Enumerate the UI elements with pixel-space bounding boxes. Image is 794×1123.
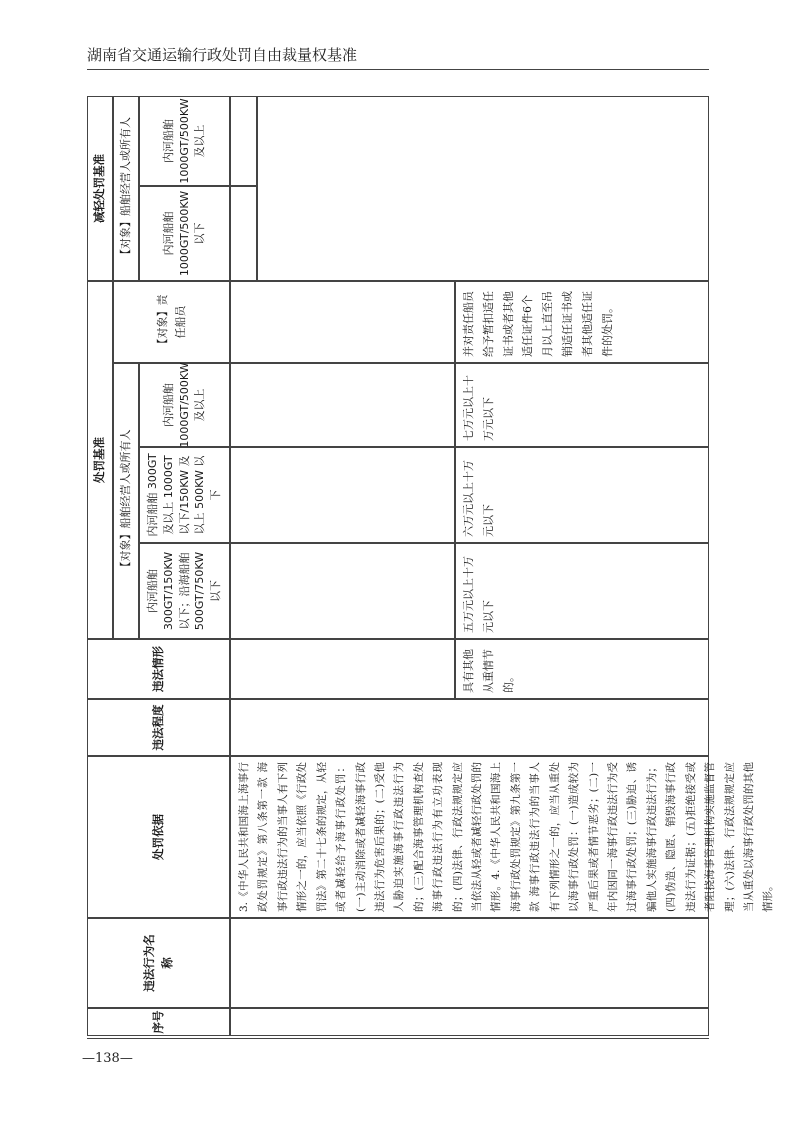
body-circumstance-text: 具有其他从重情节的。: [455, 639, 709, 699]
body-reduced-b-left: [230, 96, 257, 186]
header-sub-a: 内河船舶300GT/150KW以下；沿海船舶500GT/750KW以下: [139, 543, 230, 639]
page-number: —138—: [82, 1051, 133, 1066]
body-penalty-b-upper: [230, 447, 455, 543]
body-circumstance-upper: [230, 639, 455, 699]
header-standard: 处罚基准: [87, 281, 113, 639]
footer-rule: [87, 1038, 709, 1039]
header-rule: [87, 69, 709, 70]
body-penalty-c: 七万元以上十万元以下: [455, 363, 709, 447]
body-degree: [230, 699, 709, 756]
body-seq: [230, 1008, 709, 1036]
body-penalty-crew: 并对责任船员给予暂扣适任证书或者其他适任证件6个月以上直至吊销适任证书或者其他适任证件的处罚。: [455, 281, 709, 363]
header-degree: 违法程度: [87, 699, 230, 756]
body-penalty-crew-upper: [230, 281, 455, 363]
rotated-penalty-table: [87, 96, 775, 1036]
header-reduced-b: 内河船舶1000GT/500KW及以上: [139, 96, 230, 186]
header-crew-object: 【对象】责任船员: [113, 281, 230, 363]
body-penalty-a-upper: [230, 543, 455, 639]
body-violation-name: [230, 918, 709, 1008]
header-reduced-object: 【对象】船舶经营人或所有人: [113, 96, 139, 281]
body-penalty-a: 五万元以上十万元以下: [455, 543, 709, 639]
header-owner-object: 【对象】船舶经营人或所有人: [113, 363, 139, 639]
body-penalty-c-upper: [230, 363, 455, 447]
body-reduced-span: [257, 96, 709, 281]
header-circumstance: 违法情形: [87, 639, 230, 699]
header-seq: 序号: [87, 1008, 230, 1036]
header-violation-name: 违法行为名称: [87, 918, 230, 1008]
body-basis-text: 3.《中华人民共和国海上海事行政处罚规定》第八条第一款 海事行政违法行为的当事人有下列情形之一的，应当依照《行政处罚法》第二十七条的规定，从轻或者减轻给予海事行政处罚：(一)主动消除或者减轻海事行政违法行为危害后果的；(二)受他人胁迫实施海事行政违法行为的；(三)配合海事管理机构查处海事行政违法行为有立功表现的；(四)法律、行政法规规定应当依法从轻或者减轻行政处罚的情形。4.《中华人民共和国海上海事行政处罚规定》第九条第一款 海事行政违法行为的当事人有下列情形之一的，应当从重处以海事行政处罚：(一)造成较为严重后果或者情节恶劣；(二)一年内因同一海事行政违法行为受过海事行政处罚；(三)胁迫、诱骗他人实施海事行政违法行为；(四)伪造、隐匿、销毁海事行政违法行为证据；(五)拒绝接受或者阻挠海事管理机构实施监督管理；(六)法律、行政法规规定应当从重处以海事行政处罚的其他情形。: [230, 756, 709, 918]
body-penalty-b: 六万元以上十万元以下: [455, 447, 709, 543]
header-sub-c: 内河船舶1000GT/500KW及以上: [139, 363, 230, 447]
page-header-title: 湖南省交通运输行政处罚自由裁量权基准: [87, 46, 358, 64]
header-reduced-a: 内河船舶1000GT/500KW以下: [139, 186, 230, 281]
header-reduced: 减轻处罚基准: [87, 96, 113, 281]
header-sub-b: 内河船舶 300GT及以上 1000GT以下/150KW 及以上 500KW 以下: [139, 447, 230, 543]
body-reduced-a-left: [230, 186, 257, 281]
header-basis: 处罚依据: [87, 756, 230, 918]
